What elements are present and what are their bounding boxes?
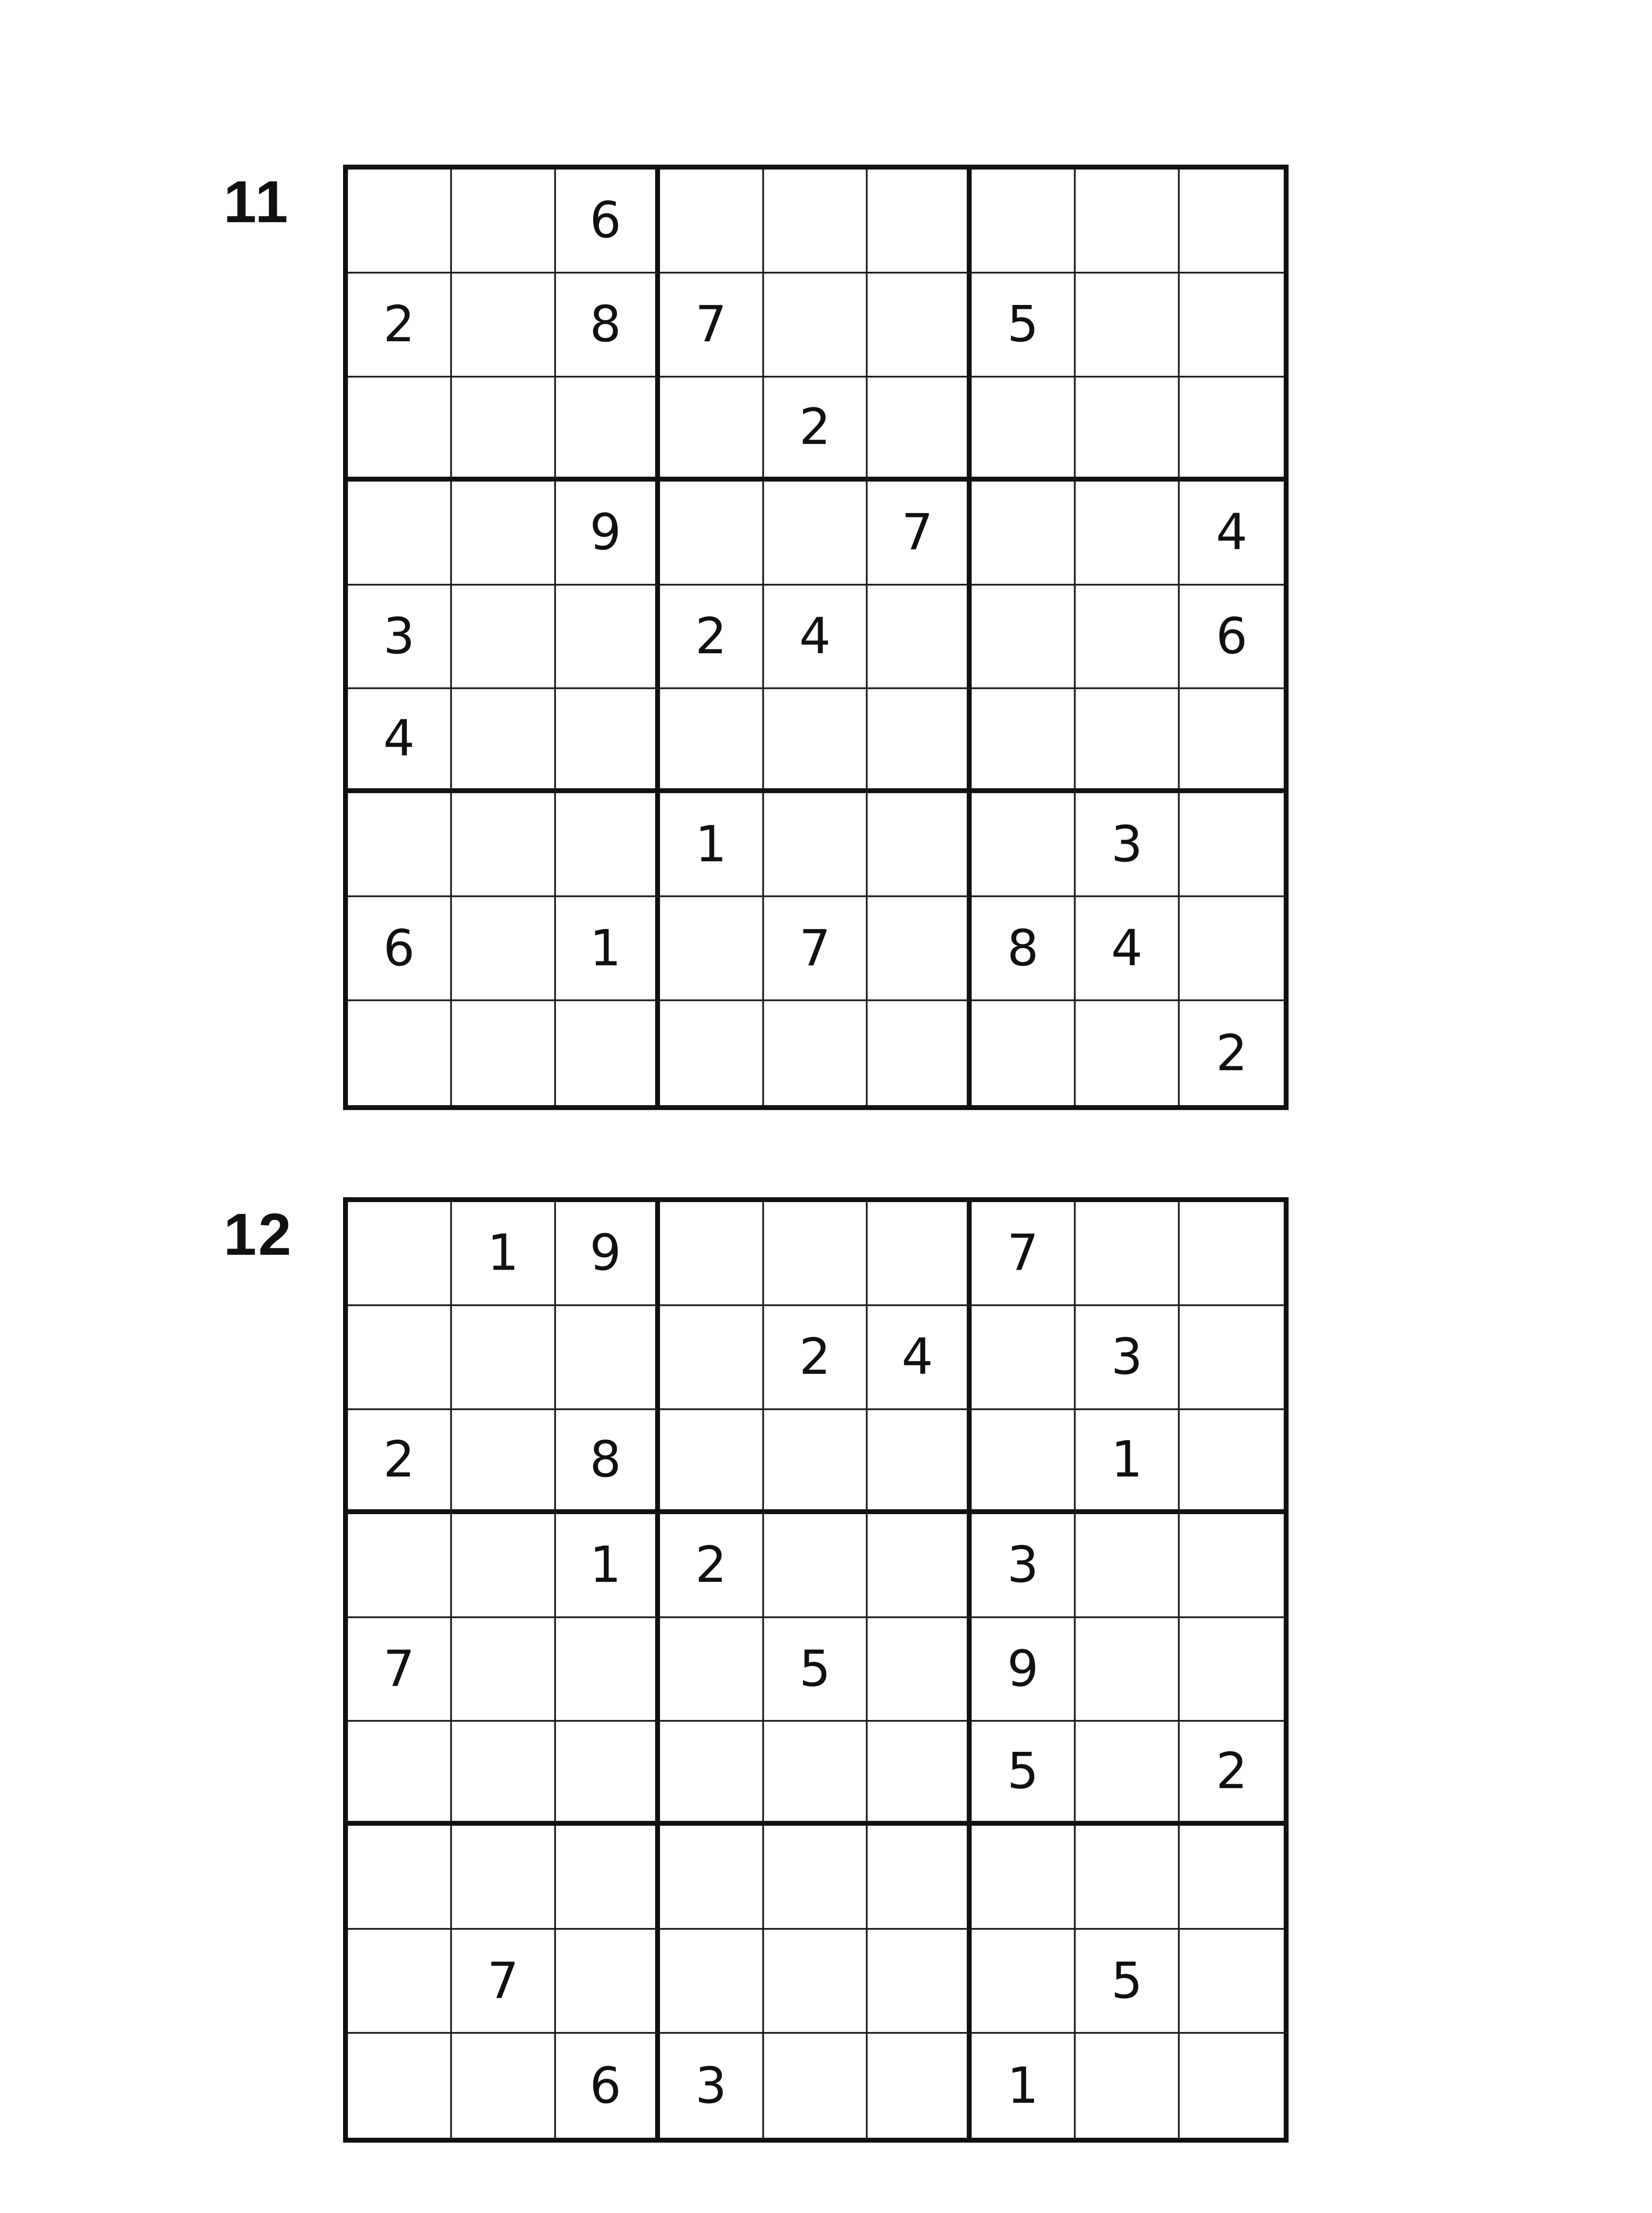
sudoku-grid xyxy=(343,1197,1289,2143)
sudoku-cell-r7c4[interactable] xyxy=(660,1826,764,1930)
sudoku-cell-r8c2[interactable] xyxy=(452,897,556,1001)
sudoku-cell-r6c6[interactable] xyxy=(868,689,972,793)
sudoku-cell-r2c2[interactable] xyxy=(452,274,556,378)
sudoku-cell-r1c1[interactable] xyxy=(348,170,452,274)
sudoku-cell-r7c9[interactable] xyxy=(1180,793,1284,897)
sudoku-cell-r2c3[interactable] xyxy=(556,1306,660,1410)
sudoku-cell-r6c1[interactable] xyxy=(348,1722,452,1826)
sudoku-cell-r4c1[interactable] xyxy=(348,1514,452,1618)
sudoku-cell-r2c9[interactable] xyxy=(1180,274,1284,378)
sudoku-cell-r2c3: 8 xyxy=(556,274,660,378)
sudoku-cell-r5c1: 3 xyxy=(348,586,452,690)
sudoku-cell-r3c2[interactable] xyxy=(452,378,556,482)
sudoku-cell-r2c7[interactable] xyxy=(972,1306,1076,1410)
sudoku-cell-r2c5[interactable] xyxy=(764,274,868,378)
sudoku-cell-r6c7: 5 xyxy=(972,1722,1076,1826)
sudoku-cell-r1c8[interactable] xyxy=(1076,1202,1180,1306)
sudoku-cell-r5c1: 7 xyxy=(348,1618,452,1722)
sudoku-cell-r7c4: 1 xyxy=(660,793,764,897)
sudoku-cell-r5c7: 9 xyxy=(972,1618,1076,1722)
puzzle-number: 11 xyxy=(224,169,290,235)
sudoku-cell-r8c3: 1 xyxy=(556,897,660,1001)
sudoku-cell-r6c5[interactable] xyxy=(764,689,868,793)
sudoku-cell-r9c9[interactable] xyxy=(1180,2034,1284,2138)
sudoku-cell-r6c4[interactable] xyxy=(660,1722,764,1826)
sudoku-cell-r2c1[interactable] xyxy=(348,1306,452,1410)
puzzle-number: 12 xyxy=(224,1202,293,1268)
sudoku-cell-r2c6: 4 xyxy=(868,1306,972,1410)
sudoku-cell-r8c4[interactable] xyxy=(660,897,764,1001)
sudoku-cell-r7c2[interactable] xyxy=(452,1826,556,1930)
sudoku-cell-r1c6[interactable] xyxy=(868,170,972,274)
sudoku-cell-r3c8: 1 xyxy=(1076,1410,1180,1514)
sudoku-cell-r4c8[interactable] xyxy=(1076,482,1180,586)
sudoku-cell-r6c6[interactable] xyxy=(868,1722,972,1826)
sudoku-cell-r8c6[interactable] xyxy=(868,897,972,1001)
sudoku-cell-r7c1[interactable] xyxy=(348,793,452,897)
sudoku-cell-r4c5[interactable] xyxy=(764,482,868,586)
sudoku-cell-r1c3: 9 xyxy=(556,1202,660,1306)
sudoku-grid xyxy=(343,165,1289,1110)
sudoku-cell-r1c5[interactable] xyxy=(764,170,868,274)
sudoku-cell-r5c2[interactable] xyxy=(452,1618,556,1722)
sudoku-cell-r3c9[interactable] xyxy=(1180,378,1284,482)
sudoku-cell-r3c1: 2 xyxy=(348,1410,452,1514)
sudoku-cell-r2c2[interactable] xyxy=(452,1306,556,1410)
sudoku-cell-r7c7[interactable] xyxy=(972,1826,1076,1930)
sudoku-cell-r9c7: 1 xyxy=(972,2034,1076,2138)
sudoku-cell-r7c8: 3 xyxy=(1076,793,1180,897)
sudoku-cell-r3c3[interactable] xyxy=(556,378,660,482)
sudoku-cell-r1c4[interactable] xyxy=(660,170,764,274)
sudoku-cell-r2c1: 2 xyxy=(348,274,452,378)
sudoku-cell-r1c5[interactable] xyxy=(764,1202,868,1306)
sudoku-cell-r4c9: 4 xyxy=(1180,482,1284,586)
sudoku-cell-r5c2[interactable] xyxy=(452,586,556,690)
sudoku-cell-r3c5[interactable] xyxy=(764,1410,868,1514)
sudoku-cell-r1c2[interactable] xyxy=(452,170,556,274)
sudoku-cell-r5c8[interactable] xyxy=(1076,1618,1180,1722)
sudoku-cell-r8c6[interactable] xyxy=(868,1930,972,2034)
sudoku-cell-r5c6[interactable] xyxy=(868,1618,972,1722)
sudoku-cell-r7c1[interactable] xyxy=(348,1826,452,1930)
sudoku-cell-r2c9[interactable] xyxy=(1180,1306,1284,1410)
sudoku-cell-r1c7[interactable] xyxy=(972,170,1076,274)
sudoku-cell-r6c1: 4 xyxy=(348,689,452,793)
sudoku-cell-r6c4[interactable] xyxy=(660,689,764,793)
sudoku-cell-r6c9: 2 xyxy=(1180,1722,1284,1826)
sudoku-cell-r7c8[interactable] xyxy=(1076,1826,1180,1930)
sudoku-cell-r9c2[interactable] xyxy=(452,2034,556,2138)
sudoku-cell-r7c6[interactable] xyxy=(868,793,972,897)
sudoku-cell-r6c2[interactable] xyxy=(452,689,556,793)
sudoku-cell-r5c5: 5 xyxy=(764,1618,868,1722)
sudoku-cell-r4c8[interactable] xyxy=(1076,1514,1180,1618)
sudoku-cell-r8c4[interactable] xyxy=(660,1930,764,2034)
sudoku-cell-r5c4: 2 xyxy=(660,586,764,690)
sudoku-cell-r8c7: 8 xyxy=(972,897,1076,1001)
sudoku-cell-r1c7: 7 xyxy=(972,1202,1076,1306)
sudoku-cell-r2c6[interactable] xyxy=(868,274,972,378)
sudoku-cell-r8c8: 5 xyxy=(1076,1930,1180,2034)
sudoku-cell-r8c5: 7 xyxy=(764,897,868,1001)
sudoku-cell-r4c3: 1 xyxy=(556,1514,660,1618)
sudoku-cell-r4c3: 9 xyxy=(556,482,660,586)
sudoku-cell-r4c6[interactable] xyxy=(868,1514,972,1618)
sudoku-cell-r2c8: 3 xyxy=(1076,1306,1180,1410)
sudoku-cell-r3c4[interactable] xyxy=(660,1410,764,1514)
sudoku-cell-r7c5[interactable] xyxy=(764,1826,868,1930)
sudoku-cell-r1c2: 1 xyxy=(452,1202,556,1306)
sudoku-puzzle-11 xyxy=(0,0,1652,1082)
sudoku-cell-r3c7[interactable] xyxy=(972,378,1076,482)
sudoku-cell-r3c1[interactable] xyxy=(348,378,452,482)
sudoku-cell-r6c7[interactable] xyxy=(972,689,1076,793)
sudoku-cell-r8c8: 4 xyxy=(1076,897,1180,1001)
sudoku-cell-r4c5[interactable] xyxy=(764,1514,868,1618)
sudoku-cell-r1c1[interactable] xyxy=(348,1202,452,1306)
sudoku-cell-r8c2: 7 xyxy=(452,1930,556,2034)
sudoku-cell-r9c9: 2 xyxy=(1216,1024,1248,1082)
sudoku-cell-r2c4: 7 xyxy=(660,274,764,378)
sudoku-cell-r1c4[interactable] xyxy=(660,1202,764,1306)
sudoku-cell-r2c8[interactable] xyxy=(1076,274,1180,378)
sudoku-cell-r4c2[interactable] xyxy=(452,482,556,586)
sudoku-cell-r6c8[interactable] xyxy=(1076,1722,1180,1826)
sudoku-cell-r7c7[interactable] xyxy=(972,793,1076,897)
sudoku-cell-r8c1[interactable] xyxy=(348,1930,452,2034)
sudoku-cell-r9c4: 3 xyxy=(660,2034,764,2138)
sudoku-cell-r4c1[interactable] xyxy=(348,482,452,586)
sudoku-cell-r3c6[interactable] xyxy=(868,1410,972,1514)
sudoku-cell-r4c7: 3 xyxy=(972,1514,1076,1618)
sudoku-cell-r3c8[interactable] xyxy=(1076,378,1180,482)
sudoku-cell-r5c9: 6 xyxy=(1180,586,1284,690)
sudoku-cell-r4c4: 2 xyxy=(660,1514,764,1618)
sudoku-cell-r8c3[interactable] xyxy=(556,1930,660,2034)
sudoku-cell-r7c3[interactable] xyxy=(556,793,660,897)
sudoku-cell-r1c6[interactable] xyxy=(868,1202,972,1306)
sudoku-cell-r3c3: 8 xyxy=(556,1410,660,1514)
sudoku-cell-r5c9[interactable] xyxy=(1180,1618,1284,1722)
sudoku-cell-r1c9[interactable] xyxy=(1180,1202,1284,1306)
sudoku-cell-r2c7: 5 xyxy=(972,274,1076,378)
sudoku-cell-r8c1: 6 xyxy=(348,897,452,1001)
sudoku-cell-r5c5: 4 xyxy=(764,586,868,690)
sudoku-cell-r5c4[interactable] xyxy=(660,1618,764,1722)
sudoku-cell-r4c6: 7 xyxy=(868,482,972,586)
sudoku-cell-r6c8[interactable] xyxy=(1076,689,1180,793)
sudoku-cell-r1c3: 6 xyxy=(556,170,660,274)
sudoku-cell-r8c9[interactable] xyxy=(1180,897,1284,1001)
sudoku-cell-r8c7[interactable] xyxy=(972,1930,1076,2034)
sudoku-cell-r3c2[interactable] xyxy=(452,1410,556,1514)
sudoku-cell-r6c3[interactable] xyxy=(556,689,660,793)
sudoku-cell-r7c2[interactable] xyxy=(452,793,556,897)
sudoku-cell-r9c1[interactable] xyxy=(348,2034,452,2138)
sudoku-cell-r7c5[interactable] xyxy=(764,793,868,897)
sudoku-cell-r4c2[interactable] xyxy=(452,1514,556,1618)
sudoku-cell-r3c7[interactable] xyxy=(972,1410,1076,1514)
sudoku-cell-r4c7[interactable] xyxy=(972,482,1076,586)
sudoku-cell-r4c9[interactable] xyxy=(1180,1514,1284,1618)
sudoku-cell-r7c3[interactable] xyxy=(556,1826,660,1930)
sudoku-cell-r3c9[interactable] xyxy=(1180,1410,1284,1514)
sudoku-cell-r5c7[interactable] xyxy=(972,586,1076,690)
sudoku-cell-r4c4[interactable] xyxy=(660,482,764,586)
sudoku-cell-r6c2[interactable] xyxy=(452,1722,556,1826)
sudoku-cell-r5c6[interactable] xyxy=(868,586,972,690)
sudoku-cell-r2c5: 2 xyxy=(764,1306,868,1410)
sudoku-cell-r8c5[interactable] xyxy=(764,1930,868,2034)
sudoku-cell-r6c9[interactable] xyxy=(1180,689,1284,793)
sudoku-cell-r9c3: 6 xyxy=(556,2034,660,2138)
sudoku-cell-r7c9[interactable] xyxy=(1180,1826,1284,1930)
sudoku-cell-r6c5[interactable] xyxy=(764,1722,868,1826)
sudoku-cell-r9c8[interactable] xyxy=(1076,2034,1180,2138)
sudoku-cell-r3c4[interactable] xyxy=(660,378,764,482)
sudoku-cell-r9c6[interactable] xyxy=(868,2034,972,2138)
sudoku-cell-r5c3[interactable] xyxy=(556,586,660,690)
sudoku-cell-r3c5: 2 xyxy=(764,378,868,482)
sudoku-cell-r1c9[interactable] xyxy=(1180,170,1284,274)
sudoku-cell-r2c4[interactable] xyxy=(660,1306,764,1410)
sudoku-cell-r8c9[interactable] xyxy=(1180,1930,1284,2034)
sudoku-cell-r9c5[interactable] xyxy=(764,2034,868,2138)
sudoku-cell-r1c8[interactable] xyxy=(1076,170,1180,274)
sudoku-cell-r3c6[interactable] xyxy=(868,378,972,482)
sudoku-cell-r6c3[interactable] xyxy=(556,1722,660,1826)
sudoku-cell-r5c3[interactable] xyxy=(556,1618,660,1722)
sudoku-cell-r7c6[interactable] xyxy=(868,1826,972,1930)
sudoku-cell-r5c8[interactable] xyxy=(1076,586,1180,690)
sudoku-puzzle-12 xyxy=(0,1033,1652,2115)
